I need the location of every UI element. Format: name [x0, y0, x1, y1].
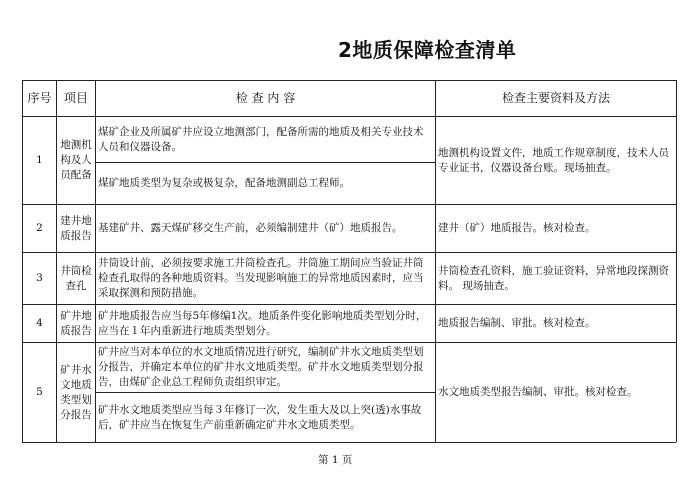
header-item: 项目 — [63, 91, 88, 105]
row-3-method: 井筒检查孔资料，施工验证资料，异常地段探测资料。 现场抽查。 — [438, 264, 669, 292]
row-3-content: 井筒设计前，必须按要求施工井筒检查孔。井筒施工期间应当验证井筒检查孔取得的各种地质资料。当发现影响施工的异常地质因素时，应当采取探测和预防措施。 — [98, 257, 424, 299]
header-no: 序号 — [27, 91, 52, 105]
row-4-item: 矿井地质报告 — [60, 309, 92, 337]
row-1-content-1: 煤矿企业及所属矿井应设立地测部门，配备所需的地质及相关专业技术人员和仪器设备。 — [98, 125, 424, 153]
row-1-method: 地测机构设置文件，地质工作规章制度，技术人员专业证书，仪器设备台账。现场抽查。 — [438, 146, 669, 174]
row-5-content-2: 矿井水文地质类型应当每３年修订一次，发生重大及以上突(透)水事故后，矿井应当在恢复生产前重新确定矿井水文地质类型。 — [98, 403, 422, 431]
row-4-no: 4 — [36, 317, 43, 329]
row-1-no: 1 — [36, 154, 43, 166]
row-2-no: 2 — [36, 222, 43, 234]
header-method: 检查主要资料及方法 — [501, 91, 610, 105]
page-number: 第 1 页 — [318, 454, 353, 466]
row-2-method: 建井（矿）地质报告。核对检查。 — [438, 222, 596, 234]
page-title: 2地质保障检查清单 — [338, 38, 517, 62]
row-5-content-1: 矿井应当对本单位的水文地质情况进行研究，编制矿井水文地质类型划分报告，并确定本单位的矿井水文地质类型。矿井水文地质类型划分报告，由煤矿企业总工程师负责组织审定。 — [98, 346, 424, 388]
row-2-content: 基建矿井、露天煤矿移交生产前，必须编制建井（矿）地质报告。 — [98, 222, 403, 234]
row-5-item: 矿井水文地质类型划分报告 — [60, 363, 92, 421]
row-4-content: 矿井地质报告应当每5年修编1次。地质条件变化影响地质类型划分时，应当在１年内重新进行地质类型划分。 — [98, 309, 427, 337]
row-3-no: 3 — [36, 272, 43, 284]
row-5-method: 水文地质类型报告编制、审批。核对检查。 — [438, 386, 638, 398]
row-2-item: 建井地质报告 — [60, 214, 92, 242]
row-4-method: 地质报告编制、审批。核对检查。 — [438, 317, 596, 329]
header-content: 检 查 内 容 — [235, 91, 296, 105]
row-1-item: 地测机构及人员配备 — [60, 139, 92, 181]
row-5-no: 5 — [36, 386, 43, 398]
row-3-item: 井筒检查孔 — [60, 264, 92, 292]
row-1-content-2: 煤矿地质类型为复杂或极复杂，配备地测副总工程师。 — [98, 177, 350, 189]
